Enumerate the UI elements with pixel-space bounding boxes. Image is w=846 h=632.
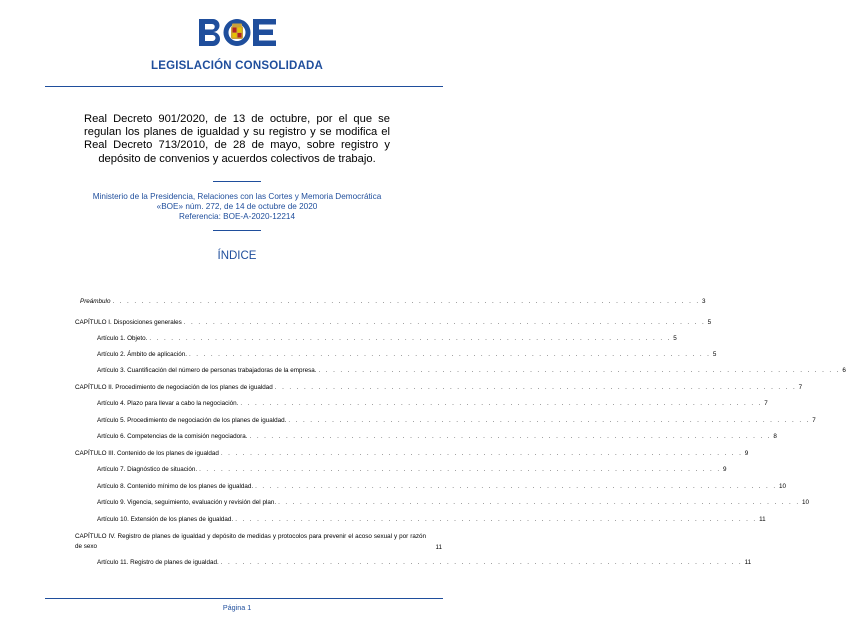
toc-item[interactable] — [80, 298, 706, 306]
toc-page: 10 — [779, 483, 787, 490]
toc-item[interactable] — [97, 559, 752, 567]
toc-label: Artículo 5. Procedimiento de negociación de los planes de igualdad. — [97, 417, 287, 424]
toc-label: Artículo 1. Objeto. — [97, 335, 148, 342]
toc-page: 9 — [722, 466, 727, 473]
toc-page: 9 — [744, 450, 749, 457]
toc-leader: . . . . . . . . . . . . . . . . . . . . . . . . . . . . . . . . . . . . . . . . . . . . . . . . . . . . . . . . . . . . . . . . . . . . . . . . — [278, 499, 800, 506]
toc-label: Artículo 2. Ámbito de aplicación. — [97, 351, 187, 358]
toc-label: Artículo 6. Competencias de la comisión negociadora. — [97, 433, 248, 440]
toc-item[interactable] — [75, 450, 749, 458]
toc-label: CAPÍTULO II. Procedimiento de negociación de los planes de igualdad — [75, 384, 273, 391]
toc-item[interactable] — [97, 516, 766, 524]
toc-leader: . . . . . . . . . . . . . . . . . . . . . . . . . . . . . . . . . . . . . . . . . . . . . . . . . . . . . . . . . . . . . . . . . . . . . . . . — [188, 351, 711, 358]
toc-label: CAPÍTULO I. Disposiciones generales — [75, 319, 182, 326]
toc-label: Artículo 11. Registro de planes de igualdad. — [97, 559, 219, 566]
toc-leader: . . . . . . . . . . . . . . . . . . . . . . . . . . . . . . . . . . . . . . . . . . . . . . . . . . . . . . . . . . . . . . . . . . . . . . . . — [235, 516, 758, 523]
toc-leader: . . . . . . . . . . . . . . . . . . . . . . . . . . . . . . . . . . . . . . . . . . . . . . . . . . . . . . . . . . . . . . . . . . . . . . . . — [220, 450, 743, 457]
ministry: Ministerio de la Presidencia, Relaciones con las Cortes y Memoria Democrática — [92, 192, 382, 201]
toc-leader: . . . . . . . . . . . . . . . . . . . . . . . . . . . . . . . . . . . . . . . . . . . . . . . . . . . . . . . . . . . . . . . . . . . . . . . . — [249, 433, 772, 440]
toc-page: 5 — [673, 335, 677, 342]
boe-reference: «BOE» núm. 272, de 14 de octubre de 2020 — [156, 202, 318, 211]
toc-page: 7 — [798, 384, 803, 391]
toc-item[interactable] — [97, 400, 768, 408]
toc-leader: . . . . . . . . . . . . . . . . . . . . . . . . . . . . . . . . . . . . . . . . . . . . . . . . . . . . . . . . . . . . . . . . . . . . . . . . — [149, 335, 672, 342]
toc-page: 7 — [812, 417, 816, 424]
toc-page: 6 — [842, 367, 846, 374]
toc-leader: . . . . . . . . . . . . . . . . . . . . . . . . . . . . . . . . . . . . . . . . . . . . . . . . . . . . . . . . . . . . . . . . . . . . . . . . — [255, 483, 777, 490]
header-divider — [45, 86, 443, 87]
toc-item[interactable] — [97, 351, 717, 359]
document-title: Real Decreto 901/2020, de 13 de octubre, por el que se regulan los planes de igualdad y su registro y se modifica el Real Decreto 713/2010, de 28 de mayo, sobre registro y depósito de convenios y acuerdos colectivos de trabajo. — [84, 113, 390, 165]
toc-item[interactable] — [97, 466, 727, 474]
boe-logo — [199, 19, 276, 46]
toc-label: Preámbulo — [80, 298, 111, 305]
toc-item[interactable] — [97, 499, 809, 507]
toc-item[interactable] — [97, 367, 846, 375]
toc-item[interactable] — [75, 319, 712, 327]
title-divider — [213, 181, 261, 182]
toc-leader: . . . . . . . . . . . . . . . . . . . . . . . . . . . . . . . . . . . . . . . . . . . . . . . . . . . . . . . . . . . . . . . . . . . . . . . . — [199, 466, 721, 473]
toc-page: 11 — [435, 544, 442, 551]
toc-leader: . . . . . . . . . . . . . . . . . . . . . . . . . . . . . . . . . . . . . . . . . . . . . . . . . . . . . . . . . . . . . . . . . . . . . . . . — [318, 367, 841, 374]
toc-page: 5 — [712, 351, 717, 358]
toc-label: CAPÍTULO IV. Registro de planes de igualdad y depósito de medidas y protocolos para prevenir el acoso sexual y por razón de sexo — [75, 533, 426, 550]
toc-page: 7 — [764, 400, 768, 407]
toc-item[interactable] — [97, 433, 777, 441]
toc-leader: . . . . . . . . . . . . . . . . . . . . . . . . . . . . . . . . . . . . . . . . . . . . . . . . . . . . . . . . . . . . . . . . . . . . . . . . — [274, 384, 797, 391]
toc-item[interactable] — [97, 417, 816, 425]
toc-page: 10 — [801, 499, 809, 506]
toc-leader: . . . . . . . . . . . . . . . . . . . . . . . . . . . . . . . . . . . . . . . . . . . . . . . . . . . . . . . . . . . . . . . . . . . . . . . . . . . . . . . . . — [112, 298, 701, 305]
meta-divider — [213, 230, 261, 231]
toc-item[interactable] — [97, 483, 787, 491]
document-reference: Referencia: BOE-A-2020-12214 — [178, 212, 296, 221]
toc-label: Artículo 10. Extensión de los planes de igualdad. — [97, 516, 234, 523]
toc-page: 11 — [759, 516, 766, 523]
toc-item[interactable] — [75, 532, 442, 552]
toc-page: 3 — [702, 298, 706, 305]
toc-item[interactable] — [97, 335, 677, 343]
toc-item[interactable] — [75, 384, 803, 392]
toc-label: Artículo 4. Plazo para llevar a cabo la negociación. — [97, 400, 239, 407]
toc-page: 11 — [744, 559, 752, 566]
toc-label: Artículo 8. Contenido mínimo de los planes de igualdad. — [97, 483, 254, 490]
coat-of-arms-icon — [231, 24, 243, 40]
toc-page: 5 — [707, 319, 712, 326]
toc-leader: . . . . . . . . . . . . . . . . . . . . . . . . . . . . . . . . . . . . . . . . . . . . . . . . . . . . . . . . . . . . . . . . . . . . . . . . — [240, 400, 763, 407]
toc-leader: . . . . . . . . . . . . . . . . . . . . . . . . . . . . . . . . . . . . . . . . . . . . . . . . . . . . . . . . . . . . . . . . . . . . . . . . — [288, 417, 811, 424]
toc-label: Artículo 9. Vigencia, seguimiento, evaluación y revisión del plan. — [97, 499, 277, 506]
toc-label: Artículo 3. Cuantificación del número de personas trabajadoras de la empresa. — [97, 367, 317, 374]
index-title: ÍNDICE — [217, 250, 257, 262]
page-number: Página 1 — [222, 603, 252, 612]
toc-page: 8 — [773, 433, 777, 440]
toc-leader: . . . . . . . . . . . . . . . . . . . . . . . . . . . . . . . . . . . . . . . . . . . . . . . . . . . . . . . . . . . . . . . . . . . . . . . . — [183, 319, 706, 326]
footer-divider — [45, 598, 443, 599]
toc-leader: . . . . . . . . . . . . . . . . . . . . . . . . . . . . . . . . . . . . . . . . . . . . . . . . . . . . . . . . . . . . . . . . . . . . . . . . — [220, 559, 743, 566]
toc-label: Artículo 7. Diagnóstico de situación. — [97, 466, 198, 473]
section-heading: LEGISLACIÓN CONSOLIDADA — [151, 60, 323, 72]
toc-label: CAPÍTULO III. Contenido de los planes de igualdad — [75, 450, 219, 457]
